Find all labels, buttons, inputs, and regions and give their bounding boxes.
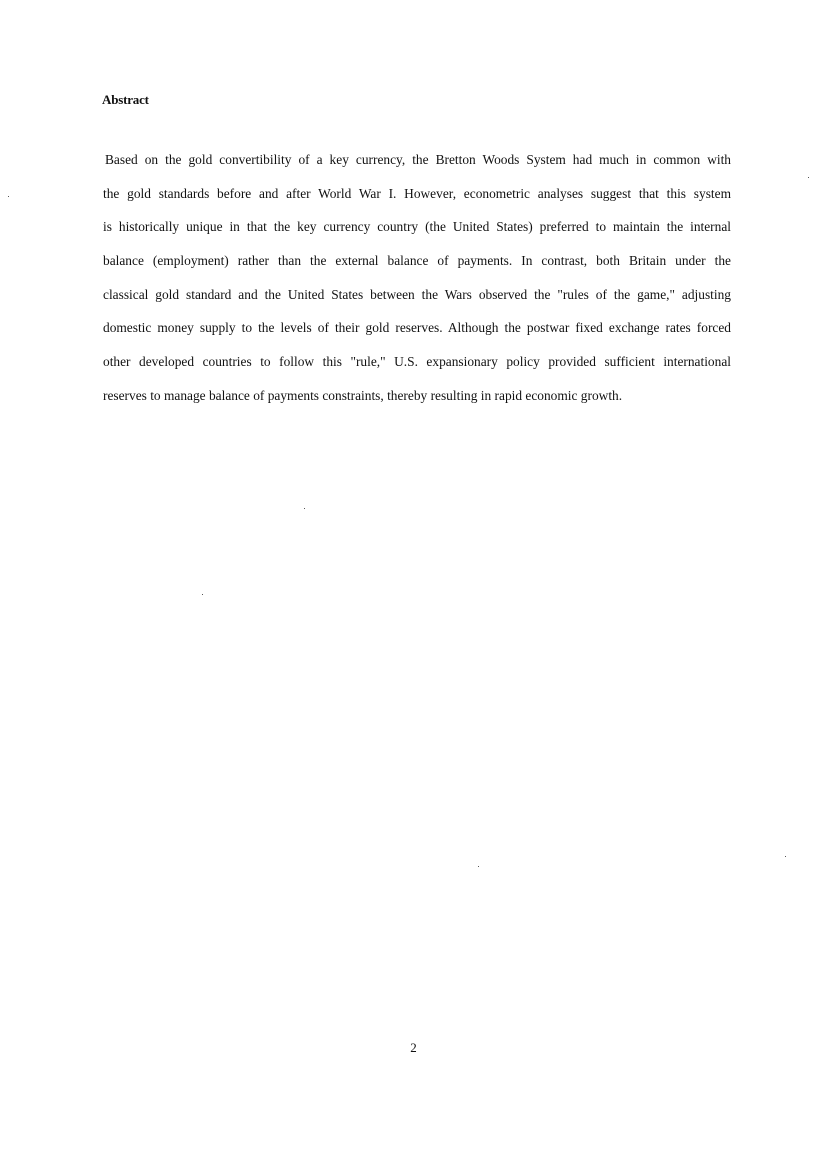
- abstract-line: is historically unique in that the key currency country (the United States) preferred to maintain the internal: [103, 219, 731, 235]
- abstract-paragraph: [103, 150, 731, 420]
- abstract-line: classical gold standard and the United States between the Wars observed the "rules of the game," adjusting: [103, 286, 731, 302]
- scan-speck: [8, 196, 9, 197]
- abstract-line: domestic money supply to the levels of their gold reserves. Although the postwar fixed exchange rates forced: [103, 320, 731, 336]
- abstract-line: reserves to manage balance of payments constraints, thereby resulting in rapid economic growth.: [103, 387, 623, 403]
- abstract-line: balance (employment) rather than the external balance of payments. In contrast, both Britain under the: [103, 253, 731, 269]
- abstract-heading: Abstract: [102, 92, 149, 107]
- scan-speck: [785, 856, 786, 857]
- scan-speck: [808, 177, 809, 178]
- scan-speck: [478, 866, 479, 867]
- page-number: 2: [410, 1040, 417, 1055]
- abstract-line: the gold standards before and after World War I. However, econometric analyses suggest that this system: [103, 185, 731, 201]
- scan-speck: [304, 508, 305, 509]
- scan-speck: [202, 594, 203, 595]
- abstract-line: other developed countries to follow this "rule," U.S. expansionary policy provided sufficient international: [103, 354, 731, 370]
- abstract-line: Based on the gold convertibility of a key currency, the Bretton Woods System had much in common with: [105, 152, 731, 167]
